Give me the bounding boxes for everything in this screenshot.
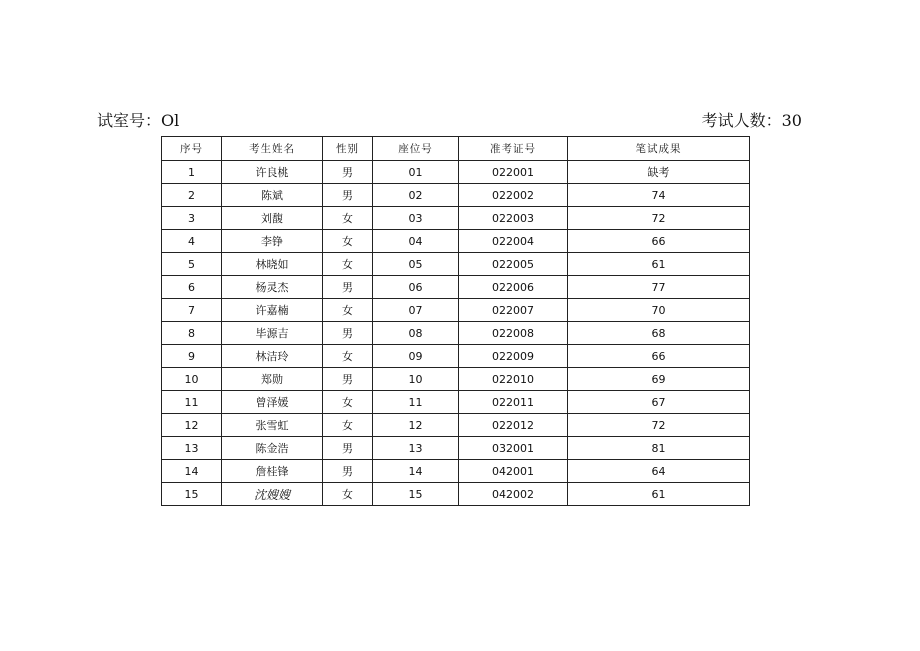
cell-name: 郑勋 bbox=[222, 368, 323, 391]
cell-score: 66 bbox=[568, 230, 750, 253]
cell-name: 陈斌 bbox=[222, 184, 323, 207]
cell-score: 74 bbox=[568, 184, 750, 207]
col-header-seat: 座位号 bbox=[373, 137, 459, 161]
cell-score: 81 bbox=[568, 437, 750, 460]
cell-seat: 06 bbox=[373, 276, 459, 299]
cell-ticket: 022005 bbox=[459, 253, 568, 276]
cell-name: 詹桂锋 bbox=[222, 460, 323, 483]
table-row bbox=[162, 299, 750, 322]
table-row bbox=[162, 414, 750, 437]
col-header-score: 笔试成果 bbox=[568, 137, 750, 161]
cell-index: 5 bbox=[162, 253, 222, 276]
cell-score: 72 bbox=[568, 207, 750, 230]
col-header-ticket: 准考证号 bbox=[459, 137, 568, 161]
cell-seat: 09 bbox=[373, 345, 459, 368]
cell-index: 8 bbox=[162, 322, 222, 345]
cell-seat: 12 bbox=[373, 414, 459, 437]
cell-ticket: 042001 bbox=[459, 460, 568, 483]
cell-ticket: 022009 bbox=[459, 345, 568, 368]
table-row bbox=[162, 207, 750, 230]
cell-ticket: 042002 bbox=[459, 483, 568, 506]
cell-score: 61 bbox=[568, 483, 750, 506]
cell-seat: 07 bbox=[373, 299, 459, 322]
table-row bbox=[162, 460, 750, 483]
cell-name: 刘馥 bbox=[222, 207, 323, 230]
cell-gender: 男 bbox=[323, 460, 373, 483]
score-table bbox=[161, 136, 750, 506]
cell-index: 10 bbox=[162, 368, 222, 391]
cell-seat: 05 bbox=[373, 253, 459, 276]
table-row bbox=[162, 322, 750, 345]
cell-index: 3 bbox=[162, 207, 222, 230]
table-row bbox=[162, 276, 750, 299]
cell-name: 陈金浩 bbox=[222, 437, 323, 460]
cell-ticket: 022004 bbox=[459, 230, 568, 253]
table-row bbox=[162, 230, 750, 253]
cell-score: 72 bbox=[568, 414, 750, 437]
examinee-count-label: 考试人数：30 bbox=[701, 111, 802, 130]
cell-index: 9 bbox=[162, 345, 222, 368]
table-row bbox=[162, 161, 750, 184]
cell-name: 许良桃 bbox=[222, 161, 323, 184]
cell-name: 沈嫂嫂 bbox=[222, 483, 323, 506]
cell-name: 李铮 bbox=[222, 230, 323, 253]
cell-ticket: 022001 bbox=[459, 161, 568, 184]
cell-gender: 男 bbox=[323, 368, 373, 391]
cell-gender: 女 bbox=[323, 414, 373, 437]
cell-name: 张雪虹 bbox=[222, 414, 323, 437]
cell-score: 缺考 bbox=[568, 161, 750, 184]
cell-seat: 11 bbox=[373, 391, 459, 414]
cell-name: 林晓如 bbox=[222, 253, 323, 276]
cell-ticket: 032001 bbox=[459, 437, 568, 460]
cell-seat: 14 bbox=[373, 460, 459, 483]
cell-ticket: 022006 bbox=[459, 276, 568, 299]
cell-seat: 08 bbox=[373, 322, 459, 345]
cell-ticket: 022011 bbox=[459, 391, 568, 414]
cell-ticket: 022003 bbox=[459, 207, 568, 230]
col-header-index: 序号 bbox=[162, 137, 222, 161]
cell-ticket: 022002 bbox=[459, 184, 568, 207]
table-row bbox=[162, 368, 750, 391]
cell-seat: 03 bbox=[373, 207, 459, 230]
cell-name: 林洁玲 bbox=[222, 345, 323, 368]
col-header-name: 考生姓名 bbox=[222, 137, 323, 161]
cell-score: 61 bbox=[568, 253, 750, 276]
cell-seat: 13 bbox=[373, 437, 459, 460]
cell-score: 68 bbox=[568, 322, 750, 345]
cell-gender: 男 bbox=[323, 276, 373, 299]
table-body bbox=[162, 161, 750, 506]
cell-name: 许嘉楠 bbox=[222, 299, 323, 322]
cell-ticket: 022012 bbox=[459, 414, 568, 437]
cell-seat: 15 bbox=[373, 483, 459, 506]
cell-ticket: 022007 bbox=[459, 299, 568, 322]
cell-score: 70 bbox=[568, 299, 750, 322]
cell-name: 曾泽媛 bbox=[222, 391, 323, 414]
cell-index: 6 bbox=[162, 276, 222, 299]
cell-index: 13 bbox=[162, 437, 222, 460]
table-row bbox=[162, 184, 750, 207]
cell-index: 14 bbox=[162, 460, 222, 483]
cell-index: 11 bbox=[162, 391, 222, 414]
cell-ticket: 022010 bbox=[459, 368, 568, 391]
cell-score: 66 bbox=[568, 345, 750, 368]
cell-index: 2 bbox=[162, 184, 222, 207]
cell-gender: 男 bbox=[323, 437, 373, 460]
table-row bbox=[162, 437, 750, 460]
cell-gender: 女 bbox=[323, 483, 373, 506]
cell-seat: 01 bbox=[373, 161, 459, 184]
table-row bbox=[162, 253, 750, 276]
col-header-gender: 性别 bbox=[323, 137, 373, 161]
cell-gender: 女 bbox=[323, 299, 373, 322]
cell-index: 4 bbox=[162, 230, 222, 253]
cell-name: 毕源吉 bbox=[222, 322, 323, 345]
table-row bbox=[162, 345, 750, 368]
cell-gender: 男 bbox=[323, 322, 373, 345]
cell-score: 67 bbox=[568, 391, 750, 414]
cell-score: 64 bbox=[568, 460, 750, 483]
cell-gender: 女 bbox=[323, 230, 373, 253]
exam-room-label: 试室号：Ol bbox=[97, 111, 180, 130]
table-row bbox=[162, 483, 750, 506]
cell-gender: 女 bbox=[323, 345, 373, 368]
cell-index: 1 bbox=[162, 161, 222, 184]
cell-gender: 女 bbox=[323, 253, 373, 276]
cell-ticket: 022008 bbox=[459, 322, 568, 345]
cell-score: 69 bbox=[568, 368, 750, 391]
cell-index: 15 bbox=[162, 483, 222, 506]
cell-gender: 男 bbox=[323, 184, 373, 207]
cell-seat: 02 bbox=[373, 184, 459, 207]
cell-seat: 04 bbox=[373, 230, 459, 253]
cell-seat: 10 bbox=[373, 368, 459, 391]
cell-index: 7 bbox=[162, 299, 222, 322]
table-header-row bbox=[162, 137, 750, 161]
cell-score: 77 bbox=[568, 276, 750, 299]
cell-name: 杨灵杰 bbox=[222, 276, 323, 299]
cell-gender: 女 bbox=[323, 207, 373, 230]
cell-gender: 女 bbox=[323, 391, 373, 414]
cell-gender: 男 bbox=[323, 161, 373, 184]
table-row bbox=[162, 391, 750, 414]
cell-index: 12 bbox=[162, 414, 222, 437]
